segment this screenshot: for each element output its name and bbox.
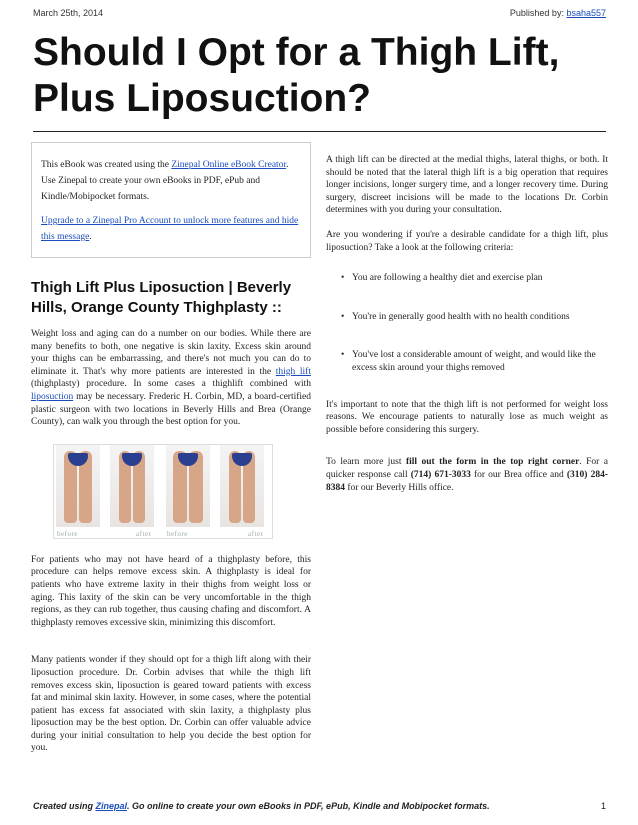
form-callout: fill out the form in the top right corner (405, 457, 580, 468)
contact-paragraph: To learn more just fill out the form in the top right corner. For a quicker response call (714) 671-3033 for our Brea office and (310) 284-8384 for our Beverly Hills office. (326, 457, 608, 493)
thighplasty-paragraph: For patients who may not have heard of a thighplasty before, this procedure can helps remove excess skin. A thighplasty is ideal for patients who have extreme laxity in their thighs from weight loss or aging. This laxity of the skin can be very uncomfortable in the thigh regions, as they can rub together, thus causing chafing and discomfort. A thighplasty removes excessive skin, minimizing this discomfort. (31, 554, 311, 628)
left-column (31, 142, 311, 755)
photo-label: after (136, 529, 152, 538)
published-by (510, 8, 606, 18)
page-number: 1 (600, 801, 606, 811)
published-by-label: Published by: (509, 8, 567, 18)
after-photo-1 (110, 445, 154, 527)
criteria-list (341, 272, 608, 374)
brea-phone: (714) 671-3033 (410, 469, 471, 480)
thigh-lift-link[interactable]: thigh lift (275, 366, 311, 377)
candidate-paragraph: Are you wondering if you're a desirable candidate for a thigh lift, plus liposuction? Take a look at the following criteria: (326, 229, 608, 253)
notice-text: This eBook was created using the Zinepal Online eBook Creator. Use Zinepal to create your own eBooks in PDF, ePub and Kindle/Mobipocket formats. (41, 160, 289, 202)
after-photo-2 (220, 445, 264, 527)
page-title: Should I Opt for a Thigh Lift, Plus Liposuction? (33, 31, 560, 120)
title-divider (33, 131, 606, 132)
photo-label: before (57, 529, 78, 538)
before-photo-1 (56, 445, 100, 527)
zinepal-footer-link[interactable]: Zinepal (95, 801, 128, 811)
publish-date: March 25th, 2014 (33, 8, 104, 18)
intro-paragraph: Weight loss and aging can do a number on our bodies. While there are many benefits to both, one negative is skin laxity. Excess skin around your thighs can be embarrassing, and there's not much you can do to eliminate it. That's why more patients are interested in the thigh lift (thighplasty) procedure. In some cases a thighlift combined with liposuction may be necessary. Frederic H. Corbin, MD, a board-certified plastic surgeon with two locations in Beverly Hills and Brea (Orange County), can walk you through the best option for you. (31, 329, 311, 428)
author-link[interactable]: bsaha557 (566, 8, 606, 18)
weight-loss-paragraph: It's important to note that the thigh lift is not performed for weight loss reasons. We encourage patients to naturally lose as much weight as possible before considering this surgery. (326, 399, 608, 435)
before-photo-2 (166, 445, 210, 527)
right-column (326, 154, 608, 494)
list-item: • You are following a healthy diet and exercise plan (341, 272, 608, 285)
photo-label: before (167, 529, 188, 538)
section-heading: Thigh Lift Plus Liposuction | Beverly Hills, Orange County Thighplasty :: (31, 279, 292, 316)
before-after-photos (53, 444, 273, 539)
upgrade-link[interactable]: Upgrade to a Zinepal Pro Account to unlock more features and hide this message (41, 216, 299, 242)
page-footer: Created using Zinepal. Go online to create your own eBooks in PDF, ePub, Kindle and Mobipocket formats. 1 (33, 801, 606, 811)
zinepal-creator-link[interactable]: Zinepal Online eBook Creator (171, 160, 287, 170)
liposuction-link[interactable]: liposuction (31, 391, 74, 402)
list-item: • You've lost a considerable amount of weight, and would like the excess skin around your thighs removed (341, 349, 608, 374)
photo-label: after (248, 529, 264, 538)
zinepal-notice (31, 142, 311, 258)
beverly-hills-phone: (310) 284-8384 (326, 469, 608, 493)
page-header (33, 8, 606, 18)
upgrade-text: Upgrade to a Zinepal Pro Account to unlock more features and hide this message. (41, 216, 299, 242)
thigh-lift-paragraph: A thigh lift can be directed at the medial thighs, lateral thighs, or both. It should be noted that the lateral thigh lift is a big operation that requires longer incisions, longer surgery time, and a longer recovery time. During surgery, discreet incisions will be made to the locations Dr. Corbin determines with you during your consultation. (326, 155, 608, 216)
opt-paragraph: Many patients wonder if they should opt for a thigh lift along with their liposuction procedure. Dr. Corbin advises that while the thigh lift removes excess skin, liposuction is geared toward patients with excess fat and minimal skin laxity. However, in some cases, where the potential patient has excess fat associated with skin laxity, a thighplasty plus liposuction may be the best option. Dr. Corbin can offer valuable advice during your initial consultation to help you decide the best option for you. (31, 655, 311, 754)
list-item: • You're in generally good health with no health conditions (341, 311, 608, 324)
